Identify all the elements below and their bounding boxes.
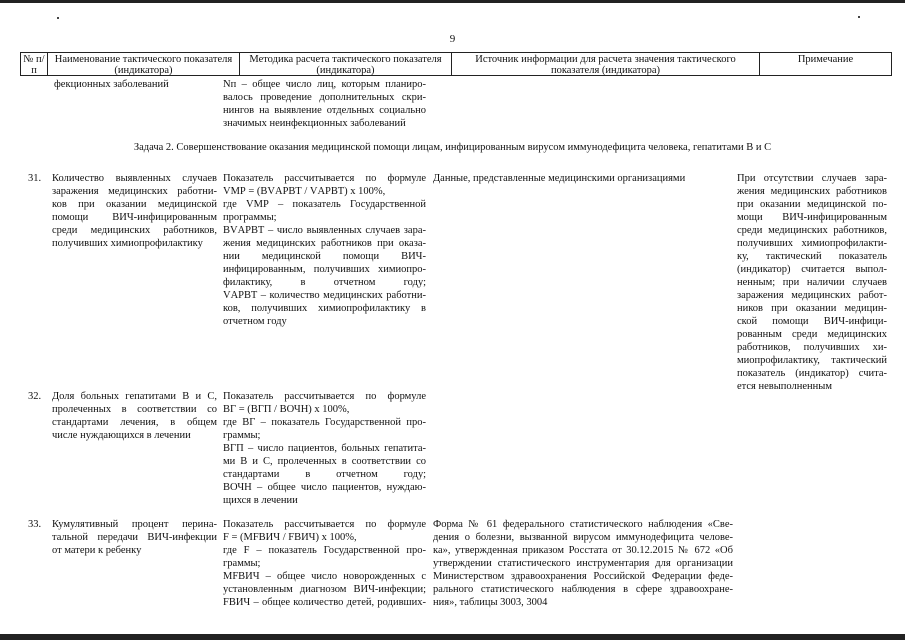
continuation-name: фекционных заболеваний — [54, 79, 169, 90]
text-line: валось проведение дополнительных скри- — [223, 92, 426, 103]
text-line: ми В и С, пролеченных в соответствии со — [223, 456, 426, 467]
text-line: BОЧН – общее число пациентов, нуждаю- — [223, 482, 426, 493]
row-32-method — [223, 390, 426, 507]
row-32-name — [52, 390, 217, 442]
text-line: ков при оказании медицинской — [52, 199, 217, 210]
top-border — [0, 0, 905, 3]
text-line: ников при оказании медицин- — [737, 303, 887, 314]
row-31-method — [223, 172, 426, 328]
text-line: граммы; — [223, 558, 261, 569]
row-31-note — [737, 172, 887, 393]
text-line: Показатель рассчитывается по формуле — [223, 173, 426, 184]
row-32-number: 32. — [28, 391, 42, 402]
text-line: получивших химиопрофилакти- — [737, 238, 887, 249]
text-line: рованным среди медицинских — [737, 329, 887, 340]
text-line: FВИЧ – общее количество детей, родивших- — [223, 597, 426, 608]
row-31-name — [52, 172, 217, 250]
text-line: стандартами в отчетном году; — [223, 469, 426, 480]
text-line: пролеченных в соответствии со — [52, 404, 217, 415]
text-line: ка», утвержденная приказом Росстата от 30.12.2015 № 672 «Об — [433, 545, 733, 556]
scan-speck — [858, 16, 860, 18]
text-line: среди медицинских работников, — [737, 225, 887, 236]
text-line: BГ = (BГП / BОЧН) х 100%, — [223, 404, 350, 415]
text-line: тальной передачи ВИЧ-инфекции — [52, 532, 217, 543]
text-line: инфицированным, получивших химиопро- — [223, 264, 426, 275]
text-line: щихся в лечении — [223, 495, 298, 506]
text-line: числе нуждающихся в лечении — [52, 430, 191, 441]
header-col-name: Наименование тактического показателя (индикатора) — [48, 53, 240, 75]
text-line: ненным; при наличии случаев — [737, 277, 887, 288]
text-line: BГП – число пациентов, больных гепатита- — [223, 443, 426, 454]
text-line: Nп – общее число лиц, которым планиро- — [223, 79, 426, 90]
text-line: При отсутствии случаев зара- — [737, 173, 887, 184]
text-line: ков, получивших химиопрофилактику в — [223, 303, 426, 314]
header-col-note: Примечание — [797, 54, 854, 65]
text-line: среди медицинских работников, — [52, 225, 217, 236]
text-line: ской помощи ВИЧ-инфици- — [737, 316, 887, 327]
text-line: помощи ВИЧ-инфицированным — [52, 212, 217, 223]
row-33-number: 33. — [28, 519, 42, 530]
text-line: работников, получивших хи- — [737, 342, 887, 353]
page-number: 9 — [449, 33, 456, 45]
row-31-source — [433, 172, 733, 185]
header-col-number: № п/п — [21, 53, 48, 75]
text-line: Количество выявленных случаев — [52, 173, 217, 184]
scan-speck — [57, 17, 59, 19]
text-line: MFВИЧ – общее число новорожденных с — [223, 571, 426, 582]
text-line: установленным диагнозом ВИЧ-инфекции; — [223, 584, 426, 595]
text-line: где VМР – показатель Государственной — [223, 199, 426, 210]
row-33-source — [433, 518, 733, 609]
text-line: стандартами лечения, в общем — [52, 417, 217, 428]
text-line: VАРВТ – количество медицинских работни- — [223, 290, 426, 301]
bottom-border — [0, 634, 905, 640]
text-line: (индикатор) считается выпол- — [737, 264, 887, 275]
table-header — [20, 52, 892, 76]
header-col-method: Методика расчета тактического показателя (индикатора) — [240, 53, 452, 75]
text-line: Форма № 61 федерального статистического наблюдения «Све- — [433, 519, 733, 530]
text-line: получивших химиопрофилактику — [52, 238, 203, 249]
text-line: от матери к ребенку — [52, 545, 142, 556]
text-line: дения о болезни, вызванной вирусом иммунодефицита челове- — [433, 532, 733, 543]
text-line: заражения медицинских работ- — [737, 290, 887, 301]
text-line: Данные, представленные медицинскими организациями — [433, 173, 686, 184]
text-line: при оказании медицинской по- — [737, 199, 887, 210]
text-line: жения медицинских работников при оказа- — [223, 238, 426, 249]
text-line: Доля больных гепатитами В и С, — [52, 391, 217, 402]
text-line: жения медицинских работников — [737, 186, 887, 197]
text-line: значимых неинфекционных заболеваний — [223, 118, 406, 129]
text-line: F = (MFВИЧ / FВИЧ) х 100%, — [223, 532, 357, 543]
text-line: заражения медицинских работни- — [52, 186, 217, 197]
row-33-method — [223, 518, 426, 609]
text-line: миопрофилактику, тактический — [737, 355, 887, 366]
text-line: где BГ – показатель Государственной про- — [223, 417, 426, 428]
text-line: VМР = (BVАРВТ / VАРВТ) х 100%, — [223, 186, 386, 197]
text-line: ния», таблицы 3003, 3004 — [433, 597, 548, 608]
text-line: утверждении статистического инструментария для организации — [433, 558, 733, 569]
text-line: ку, тактический показатель — [737, 251, 887, 262]
text-line: Министерством здравоохранения Российской Федерации феде- — [433, 571, 733, 582]
text-line: Показатель рассчитывается по формуле — [223, 519, 426, 530]
text-line: граммы; — [223, 430, 261, 441]
text-line: филактику, в отчетном году; — [223, 277, 426, 288]
row-31-number: 31. — [28, 173, 42, 184]
text-line: мощи ВИЧ-инфицированным — [737, 212, 887, 223]
text-line: рального статистического наблюдения в сфере здравоохране- — [433, 584, 733, 595]
text-line: показатель (индикатор) счита- — [737, 368, 887, 379]
text-line: BVАРВТ – число выявленных случаев зара- — [223, 225, 426, 236]
row-33-name — [52, 518, 217, 557]
text-line: Показатель рассчитывается по формуле — [223, 391, 426, 402]
text-line: ется невыполненным — [737, 381, 832, 392]
text-line: где F – показатель Государственной про- — [223, 545, 426, 556]
text-line: отчетном году — [223, 316, 287, 327]
text-line: нии медицинской помощи ВИЧ- — [223, 251, 426, 262]
text-line: Кумулятивный процент перина- — [52, 519, 217, 530]
header-col-source: Источник информации для расчета значения тактического показателя (индикатора) — [452, 53, 760, 75]
text-line: нингов на выявление отдельных социально — [223, 105, 426, 116]
task-heading: Задача 2. Совершенствование оказания медицинской помощи лицам, инфицированным вирусом иммунодефицита человека, гепатитами В и С — [133, 142, 772, 153]
continuation-method — [223, 78, 426, 130]
text-line: программы; — [223, 212, 277, 223]
